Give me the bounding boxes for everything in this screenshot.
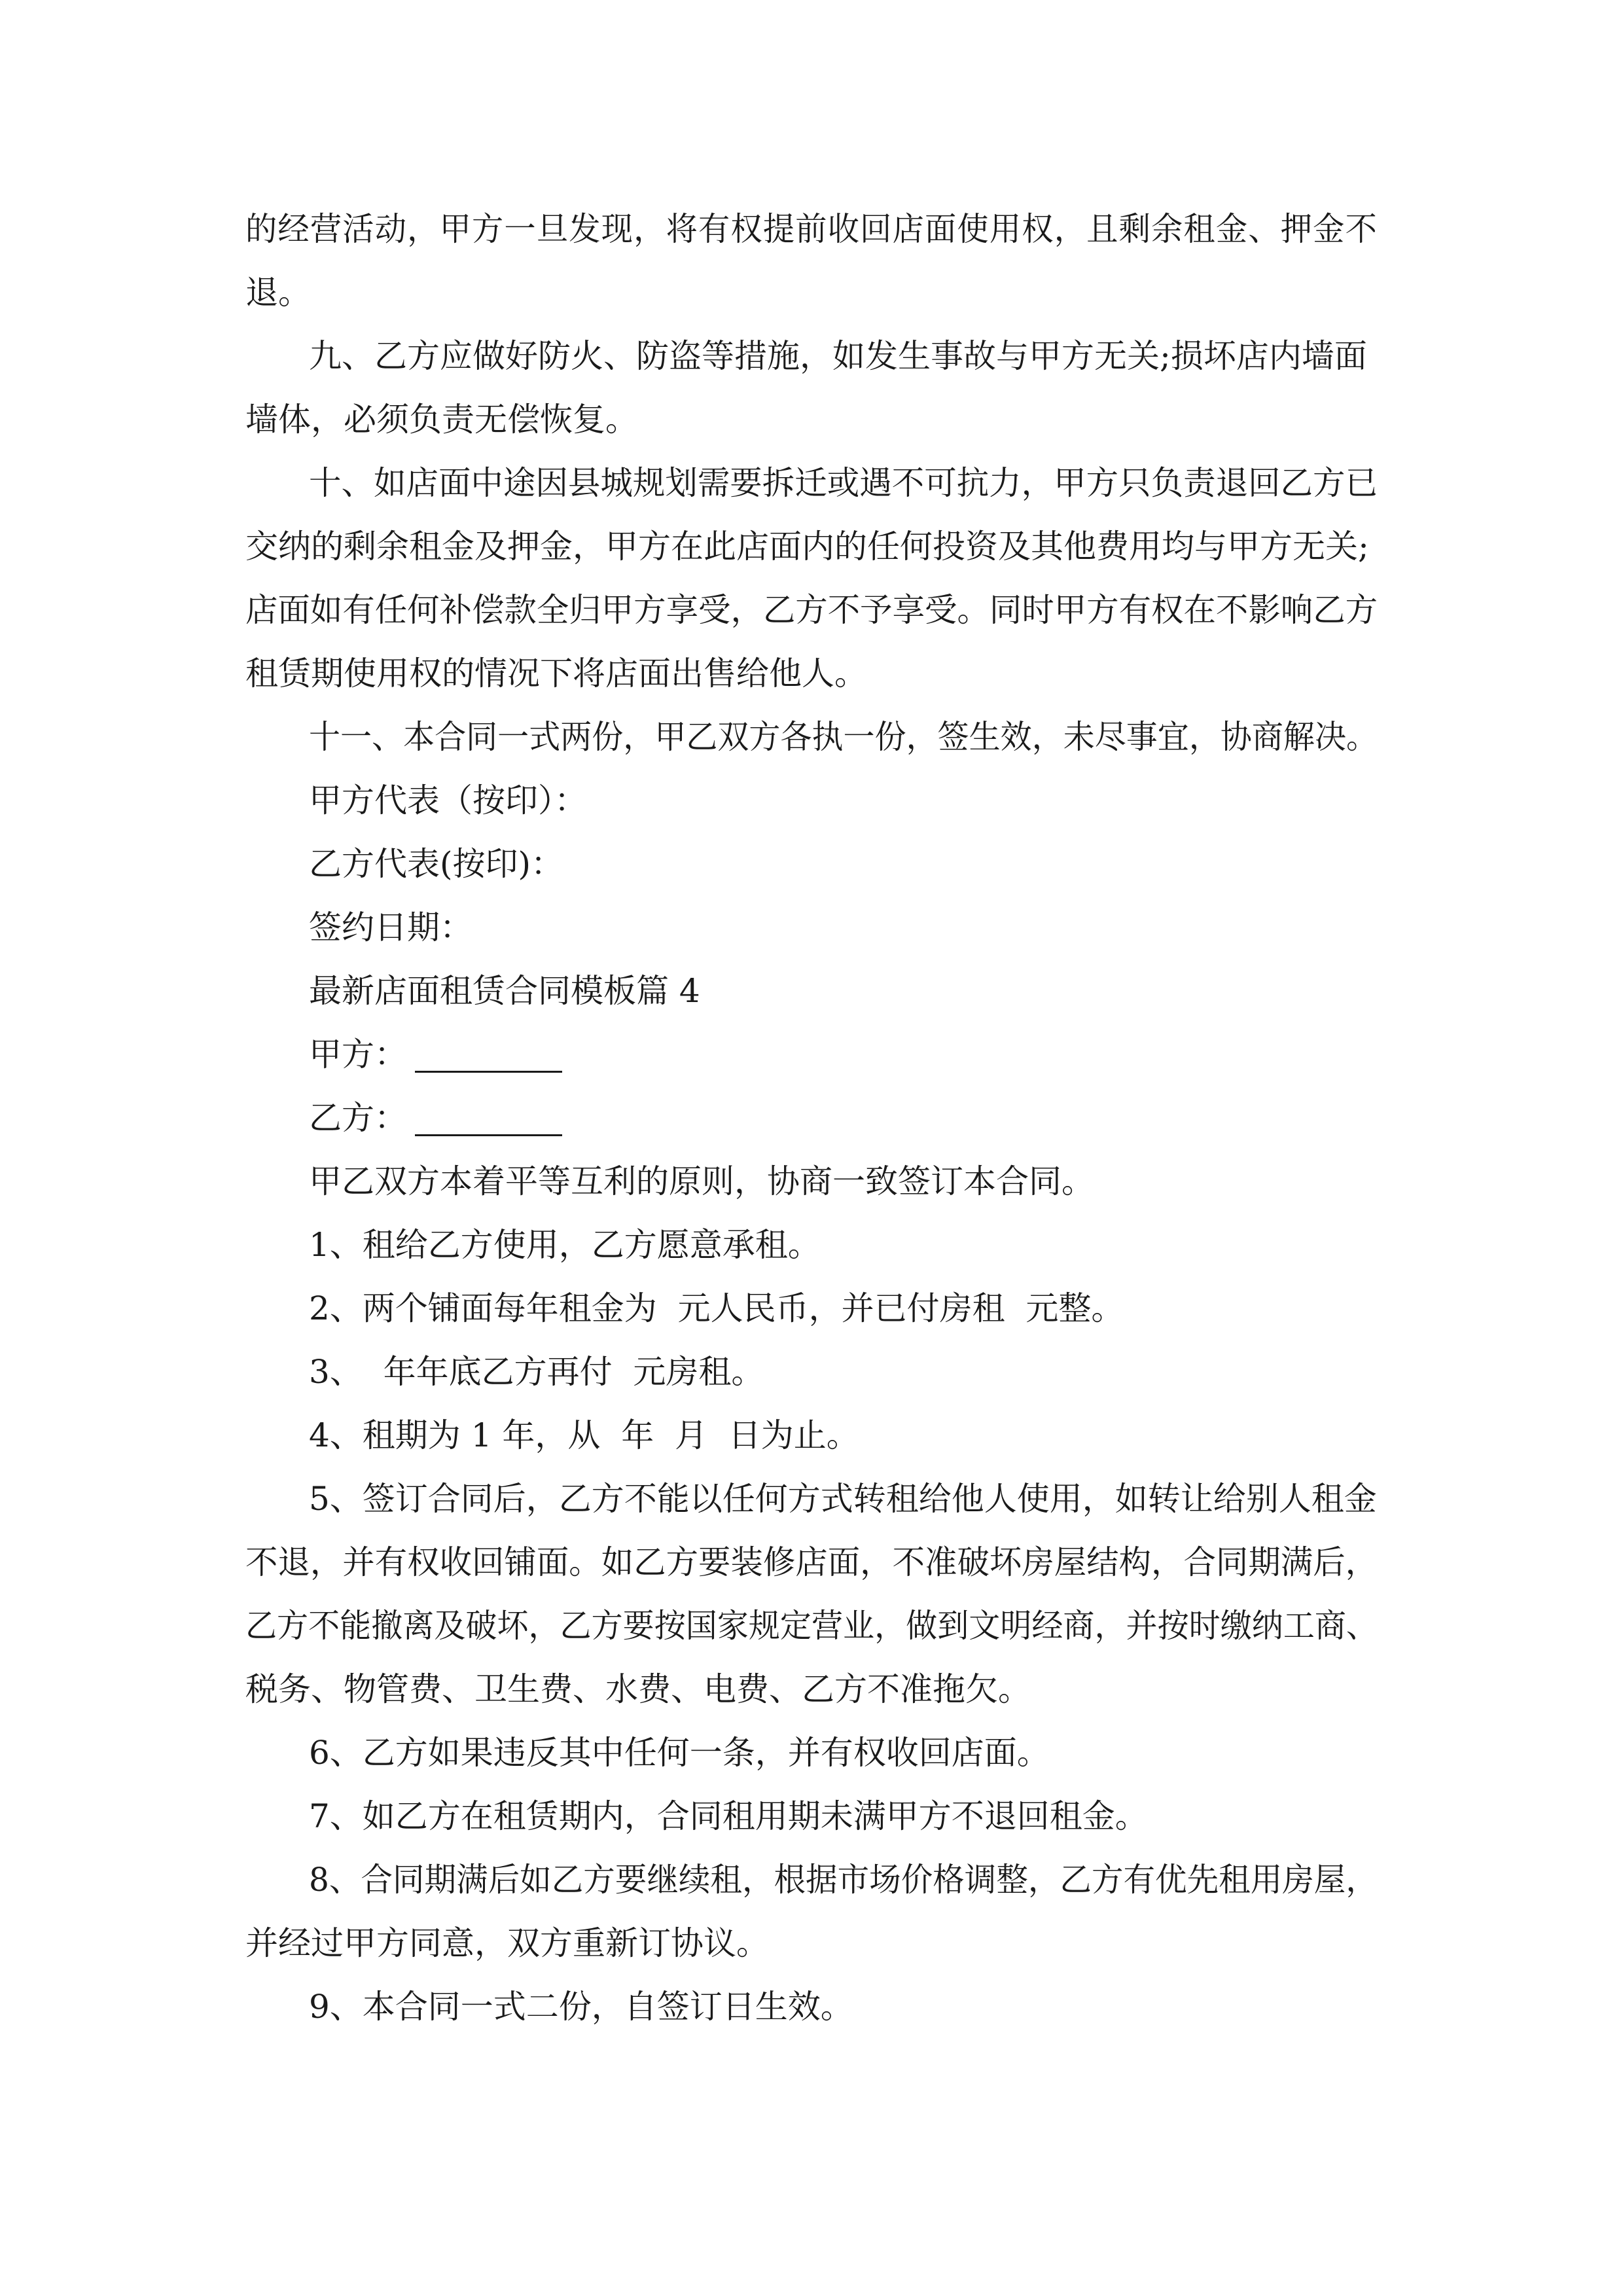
line-text: 租赁期使用权的情况下将店面出售给他人。 bbox=[245, 655, 867, 692]
signature-line-party-b bbox=[0, 833, 1623, 896]
line-text: 乙方代表(按印)： bbox=[309, 845, 564, 883]
section-title bbox=[0, 960, 1623, 1023]
text-line bbox=[0, 261, 1623, 325]
text-line bbox=[0, 1404, 1623, 1467]
line-text: 甲方代表（按印）： bbox=[309, 781, 587, 819]
line-text: 交纳的剩余租金及押金，甲方在此店面内的任何投资及其他费用均与甲方无关; bbox=[245, 528, 1369, 565]
line-text: 的经营活动，甲方一旦发现，将有权提前收回店面使用权，且剩余租金、押金不 bbox=[245, 210, 1378, 248]
party-b-blank bbox=[415, 1134, 562, 1136]
party-b-field bbox=[0, 1086, 1623, 1150]
signature-line-party-a bbox=[0, 769, 1623, 833]
text-line bbox=[0, 515, 1623, 579]
text-line bbox=[0, 1975, 1623, 2039]
text-line bbox=[0, 1721, 1623, 1785]
text-line bbox=[0, 1340, 1623, 1404]
text-line bbox=[0, 198, 1623, 261]
text-line bbox=[0, 706, 1623, 769]
line-text: 墙体，必须负责无偿恢复。 bbox=[245, 401, 638, 439]
text-line bbox=[0, 388, 1623, 452]
text-line bbox=[0, 1150, 1623, 1213]
line-text: 退。 bbox=[245, 274, 311, 312]
line-text: 甲乙双方本着平等互利的原则，协商一致签订本合同。 bbox=[309, 1162, 1094, 1200]
text-line bbox=[0, 1531, 1623, 1594]
text-line bbox=[0, 1467, 1623, 1531]
line-text: 1、租给乙方使用，乙方愿意承租。 bbox=[309, 1226, 821, 1264]
text-line bbox=[0, 1658, 1623, 1721]
text-line bbox=[0, 1785, 1623, 1848]
line-text: 9、本合同一式二份，自签订日生效。 bbox=[309, 1988, 853, 2026]
text-line bbox=[0, 1912, 1623, 1975]
line-text: 十一、本合同一式两份，甲乙双方各执一份，签生效，未尽事宜，协商解决。 bbox=[309, 718, 1378, 756]
line-text: 签约日期： bbox=[309, 908, 473, 946]
text-line bbox=[0, 1213, 1623, 1277]
text-line bbox=[0, 452, 1623, 515]
line-text: 并经过甲方同意，双方重新订协议。 bbox=[245, 1924, 769, 1962]
line-text: 7、如乙方在租赁期内，合同租用期未满甲方不退回租金。 bbox=[309, 1797, 1148, 1835]
text-line bbox=[0, 1594, 1623, 1658]
text-line bbox=[0, 325, 1623, 388]
text-line bbox=[0, 579, 1623, 642]
line-text: 乙方不能撤离及破坏，乙方要按国家规定营业，做到文明经商，并按时缴纳工商、 bbox=[245, 1607, 1378, 1645]
text-line bbox=[0, 642, 1623, 706]
line-text: 十、如店面中途因县城规划需要拆迁或遇不可抗力，甲方只负责退回乙方已 bbox=[309, 464, 1378, 502]
line-text: 5、签订合同后，乙方不能以任何方式转租给他人使用，如转让给别人租金 bbox=[309, 1480, 1377, 1518]
line-text: 3、 年年底乙方再付 元房租。 bbox=[309, 1353, 764, 1391]
line-text: 不退，并有权收回铺面。如乙方要装修店面，不准破坏房屋结构，合同期满后， bbox=[245, 1543, 1378, 1581]
line-text: 8、合同期满后如乙方要继续租，根据市场价格调整，乙方有优先租用房屋， bbox=[309, 1861, 1378, 1899]
line-text: 乙方： bbox=[309, 1099, 407, 1137]
line-text: 税务、物管费、卫生费、水费、电费、乙方不准拖欠。 bbox=[245, 1670, 1031, 1708]
line-text: 4、租期为 1 年，从 年 月 日为止。 bbox=[309, 1416, 859, 1454]
line-text: 九、乙方应做好防火、防盗等措施，如发生事故与甲方无关;损坏店内墙面 bbox=[309, 337, 1367, 375]
line-text: 2、两个铺面每年租金为 元人民币，并已付房租 元整。 bbox=[309, 1289, 1124, 1327]
line-text: 6、乙方如果违反其中任何一条，并有权收回店面。 bbox=[309, 1734, 1050, 1772]
party-a-blank bbox=[415, 1070, 562, 1073]
line-text: 店面如有任何补偿款全归甲方享受，乙方不予享受。同时甲方有权在不影响乙方 bbox=[245, 591, 1378, 629]
party-a-field bbox=[0, 1023, 1623, 1086]
text-line bbox=[0, 1277, 1623, 1340]
line-text: 甲方： bbox=[309, 1035, 407, 1073]
signing-date-line bbox=[0, 896, 1623, 960]
line-text: 最新店面租赁合同模板篇 4 bbox=[309, 972, 700, 1010]
text-line bbox=[0, 1848, 1623, 1912]
